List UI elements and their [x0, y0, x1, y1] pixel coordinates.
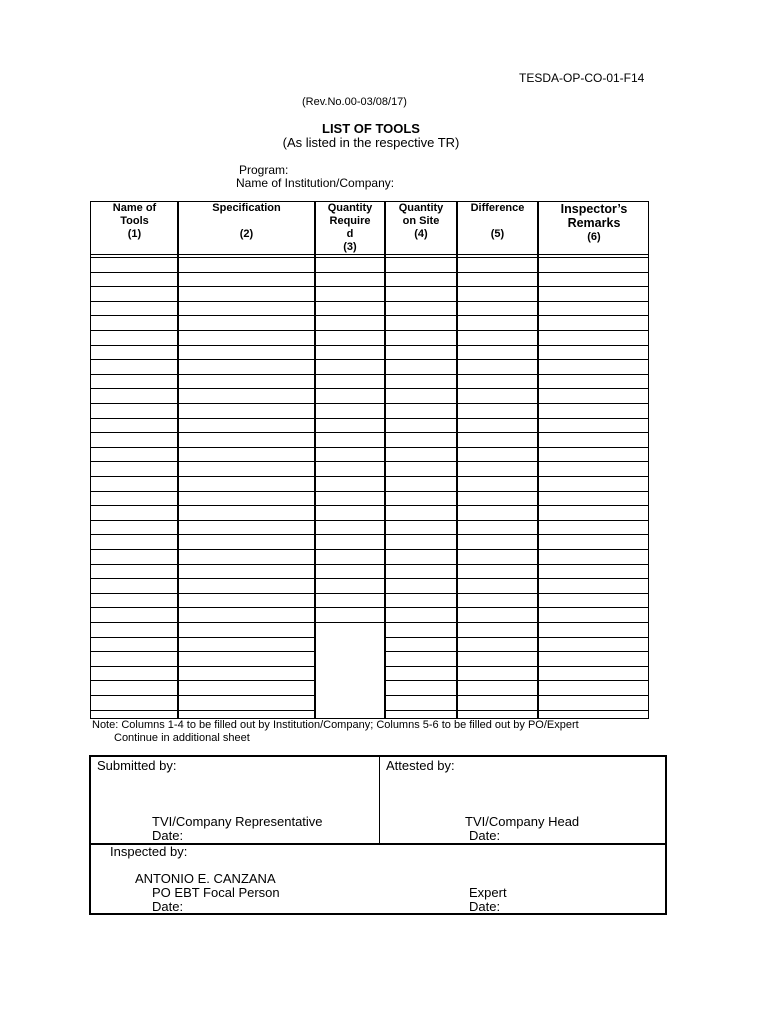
signature-divider — [379, 757, 380, 843]
form-code: TESDA-OP-CO-01-F14 — [519, 71, 645, 85]
table-row-line — [90, 359, 649, 360]
table-row-line — [90, 286, 649, 287]
table-row-line — [90, 345, 649, 346]
table-row-line — [386, 637, 649, 638]
representative-date-label: Date: — [152, 828, 184, 843]
table-row-line — [90, 418, 649, 419]
table-row-line — [386, 710, 649, 711]
page-title: LIST OF TOOLS — [322, 121, 420, 136]
signature-box — [89, 755, 667, 915]
inspector-date-label: Date: — [152, 899, 184, 914]
table-row-line — [90, 505, 649, 506]
table-row-line — [386, 651, 649, 652]
column-header-1: Name of Tools (1) — [112, 202, 157, 240]
column-header-2: Specification (2) — [212, 202, 281, 240]
tvi-representative-label: TVI/Company Representative — [152, 814, 323, 829]
table-row-line — [90, 578, 649, 579]
table-row-line — [90, 491, 649, 492]
note-text: Note: Columns 1-4 to be filled out by Institution/Company; Columns 5-6 to be filled out by PO/Expert — [92, 719, 579, 731]
column-divider — [177, 201, 179, 719]
inspected-by-label: Inspected by: — [110, 844, 188, 859]
table-row-line — [90, 680, 314, 681]
note-continue-text: Continue in additional sheet — [114, 732, 250, 744]
submitted-by-label: Submitted by: — [97, 758, 177, 773]
table-row-line — [90, 301, 649, 302]
table-row-line — [90, 520, 649, 521]
institution-label: Name of Institution/Company: — [236, 176, 395, 190]
table-row-line — [386, 695, 649, 696]
table-row-line — [90, 272, 649, 273]
header-divider — [90, 257, 649, 258]
program-label: Program: — [239, 163, 289, 177]
header-divider — [90, 254, 649, 255]
table-row-line — [90, 593, 649, 594]
expert-label: Expert — [469, 885, 507, 900]
table-row-line — [90, 666, 314, 667]
table-row-line — [90, 549, 649, 550]
head-date-label: Date: — [469, 828, 501, 843]
inspector-title: PO EBT Focal Person — [152, 885, 280, 900]
table-row-line — [90, 564, 649, 565]
inspector-name: ANTONIO E. CANZANA — [135, 871, 276, 886]
table-row-line — [90, 710, 314, 711]
table-row-line — [90, 622, 649, 623]
table-row-line — [386, 680, 649, 681]
column-header-4: Quantity on Site (4) — [398, 202, 444, 240]
tools-table — [90, 201, 649, 719]
table-row-line — [90, 330, 649, 331]
table-row-line — [90, 651, 314, 652]
expert-date-label: Date: — [469, 899, 501, 914]
column-header-6: Inspector’s Remarks (6) — [560, 202, 628, 243]
attested-by-label: Attested by: — [386, 758, 455, 773]
table-row-line — [90, 432, 649, 433]
column-divider — [456, 201, 458, 719]
table-row-line — [90, 374, 649, 375]
table-row-line — [386, 666, 649, 667]
table-row-line — [90, 534, 649, 535]
table-row-line — [90, 607, 649, 608]
table-row-line — [90, 695, 314, 696]
column-divider — [384, 201, 386, 719]
column-header-3: Quantity Require d (3) — [327, 202, 373, 253]
revision-number: (Rev.No.00-03/08/17) — [302, 96, 407, 108]
table-row-line — [90, 447, 649, 448]
column-header-5: Difference (5) — [470, 202, 525, 240]
table-row-line — [90, 315, 649, 316]
tvi-head-label: TVI/Company Head — [465, 814, 580, 829]
column-divider — [314, 201, 316, 719]
table-row-line — [90, 403, 649, 404]
table-border — [90, 201, 649, 719]
table-row-line — [90, 461, 649, 462]
table-row-line — [90, 476, 649, 477]
table-row-line — [90, 388, 649, 389]
page-subtitle: (As listed in the respective TR) — [282, 135, 460, 150]
table-row-line — [90, 637, 314, 638]
column-divider — [537, 201, 539, 719]
